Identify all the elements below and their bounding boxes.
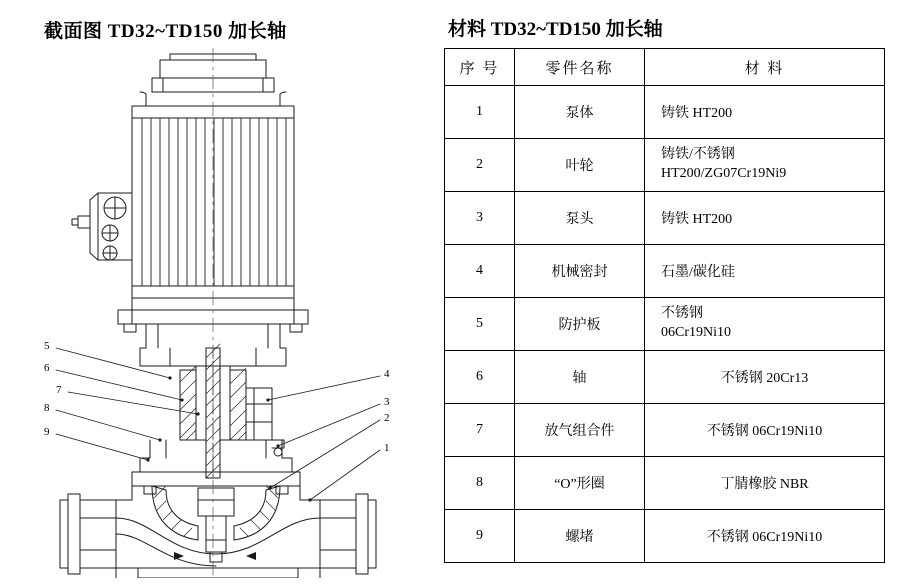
row-part-name: 防护板	[515, 298, 645, 351]
section-drawing-panel	[0, 0, 430, 584]
callout-label-9: 9	[44, 426, 50, 438]
callout-label-1: 1	[384, 442, 390, 454]
row-material: 不锈钢 06Cr19Ni10	[645, 404, 885, 457]
callout-label-3: 3	[384, 396, 390, 408]
table-row	[445, 457, 885, 510]
table-header-row	[445, 49, 885, 86]
row-index: 5	[445, 298, 515, 351]
callout-label-7: 7	[56, 384, 62, 396]
row-material: 铸铁 HT200	[645, 192, 885, 245]
row-part-name: 轴	[515, 351, 645, 404]
row-material-line-1: 铸铁/不锈钢	[661, 147, 735, 163]
header-part-name: 零件名称	[515, 49, 645, 86]
table-row	[445, 139, 885, 192]
row-part-name: 泵体	[515, 86, 645, 139]
callout-label-2: 2	[384, 412, 390, 424]
row-part-name: 泵头	[515, 192, 645, 245]
row-material: 石墨/碳化硅	[645, 245, 885, 298]
callout-label-5: 5	[44, 340, 50, 352]
row-material: 丁腈橡胶 NBR	[645, 457, 885, 510]
table-row	[445, 245, 885, 298]
table-row	[445, 86, 885, 139]
table-row	[445, 404, 885, 457]
material-table-panel	[430, 0, 900, 584]
material-table	[444, 48, 885, 563]
row-material	[645, 139, 885, 192]
callout-label-8: 8	[44, 402, 50, 414]
callout-label-group	[20, 48, 420, 578]
row-index: 9	[445, 510, 515, 563]
row-material: 不锈钢 06Cr19Ni10	[645, 510, 885, 563]
table-row	[445, 510, 885, 563]
row-part-name: 放气组合件	[515, 404, 645, 457]
material-table-title: 材料 TD32~TD150 加长轴	[448, 19, 663, 40]
callout-label-4: 4	[384, 368, 390, 380]
row-material: 铸铁 HT200	[645, 86, 885, 139]
row-index: 4	[445, 245, 515, 298]
row-part-name: 机械密封	[515, 245, 645, 298]
row-part-name: 螺堵	[515, 510, 645, 563]
section-drawing-title: 截面图 TD32~TD150 加长轴	[44, 21, 287, 42]
row-material	[645, 298, 885, 351]
row-part-name: 叶轮	[515, 139, 645, 192]
header-material: 材 料	[645, 49, 885, 86]
row-index: 7	[445, 404, 515, 457]
row-part-name: “O”形圈	[515, 457, 645, 510]
table-row	[445, 192, 885, 245]
row-material-line-2: HT200/ZG07Cr19Ni9	[661, 166, 787, 181]
header-index: 序 号	[445, 49, 515, 86]
row-index: 2	[445, 139, 515, 192]
row-material-line-2: 06Cr19Ni10	[661, 325, 731, 340]
row-material: 不锈钢 20Cr13	[645, 351, 885, 404]
pump-section-drawing	[20, 48, 420, 578]
row-index: 6	[445, 351, 515, 404]
table-row	[445, 298, 885, 351]
row-index: 8	[445, 457, 515, 510]
callout-label-6: 6	[44, 362, 50, 374]
row-index: 3	[445, 192, 515, 245]
table-row	[445, 351, 885, 404]
row-index: 1	[445, 86, 515, 139]
row-material-line-1: 不锈钢	[661, 306, 703, 322]
